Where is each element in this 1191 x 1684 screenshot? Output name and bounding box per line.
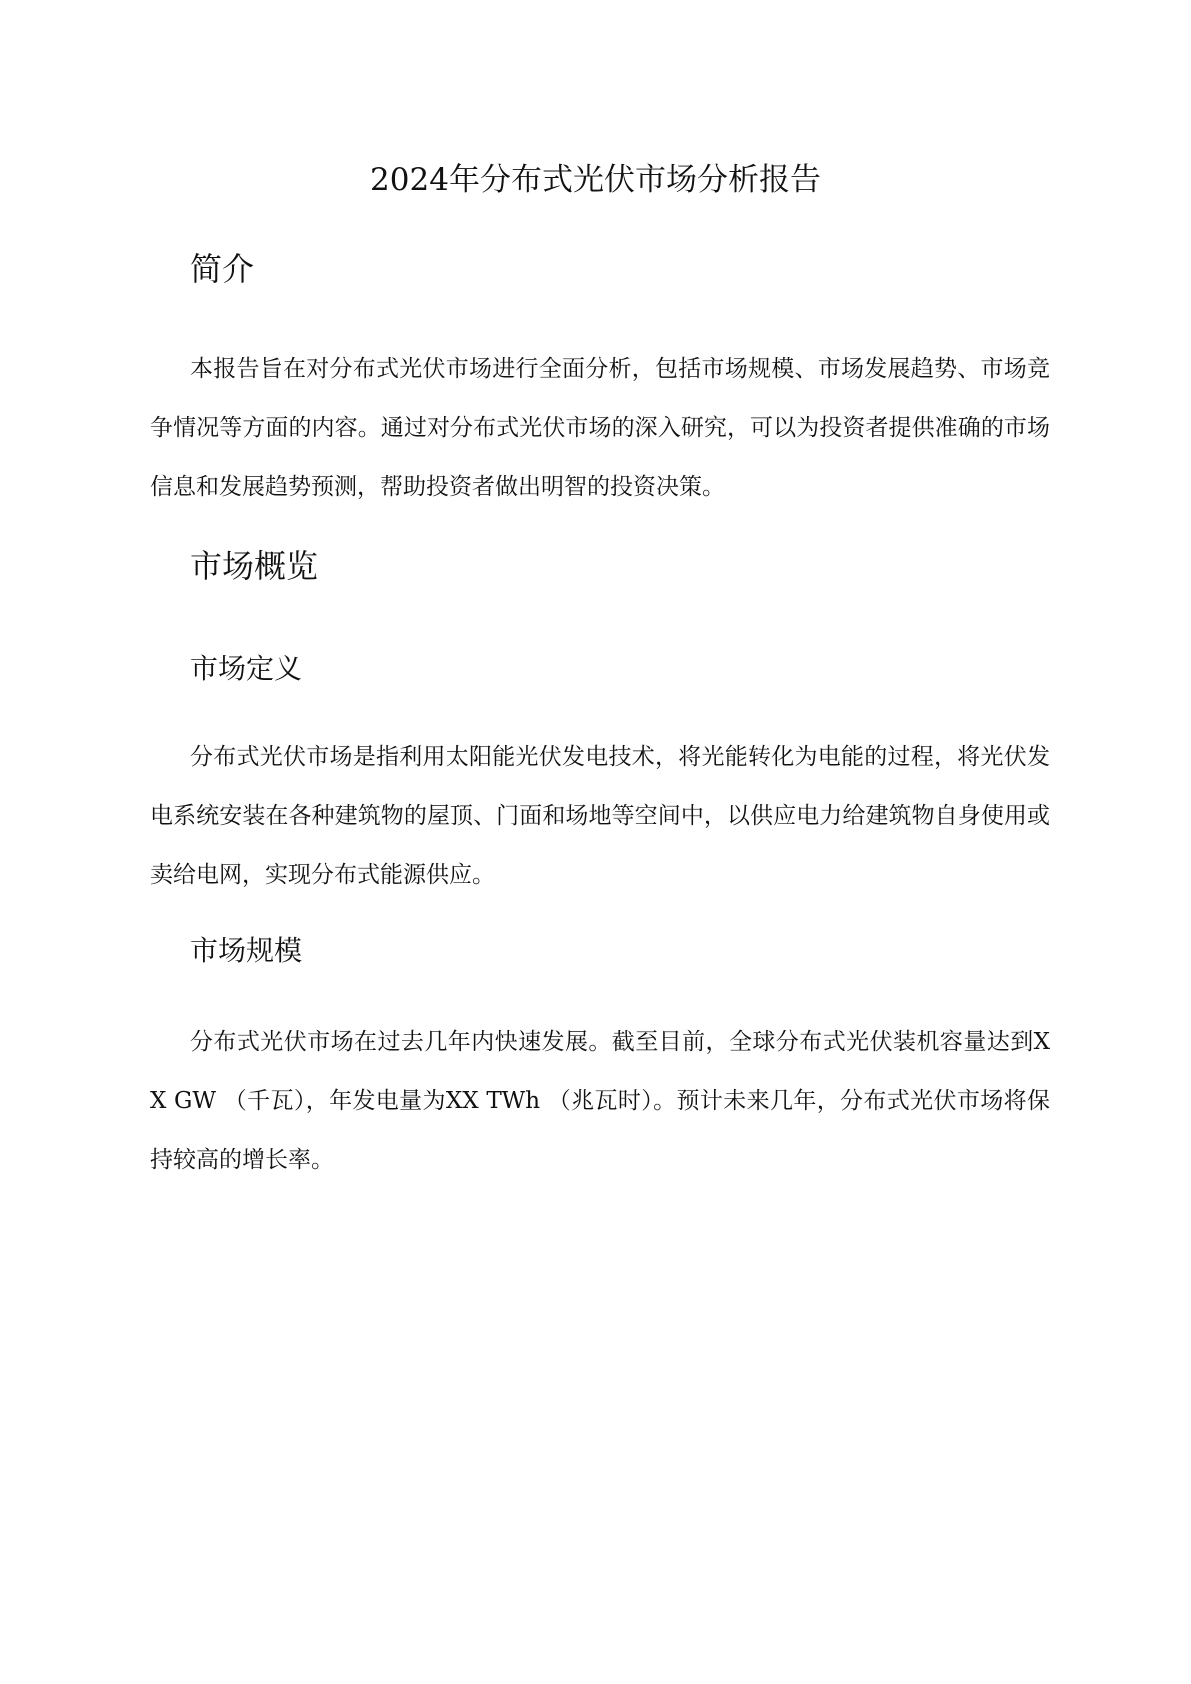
subsection-heading-market-definition: 市场定义 (190, 652, 303, 685)
intro-paragraph: 本报告旨在对分布式光伏市场进行全面分析，包括市场规模、市场发展趋势、市场竞争情况等方面的内容。通过对分布式光伏市场的深入研究，可以为投资者提供准确的市场信息和发展趋势预测，帮助投资者做出明智的投资决策。 (150, 356, 1050, 500)
section-heading-market-overview: 市场概览 (190, 547, 319, 585)
market-definition-paragraph: 分布式光伏市场是指利用太阳能光伏发电技术，将光能转化为电能的过程，将光伏发电系统安装在各种建筑物的屋顶、门面和场地等空间中，以供应电力给建筑物自身使用或卖给电网，实现分布式能源供应。 (150, 744, 1050, 888)
section-heading-intro: 简介 (190, 250, 255, 288)
document-title: 2024年分布式光伏市场分析报告 (370, 162, 821, 198)
subsection-heading-market-size: 市场规模 (190, 934, 303, 967)
market-size-paragraph: 分布式光伏市场在过去几年内快速发展。截至目前，全球分布式光伏装机容量达到XX GW （千瓦），年发电量为XX TWh （兆瓦时）。预计未来几年，分布式光伏市场将保持较高的增长率。 (150, 1029, 1050, 1173)
